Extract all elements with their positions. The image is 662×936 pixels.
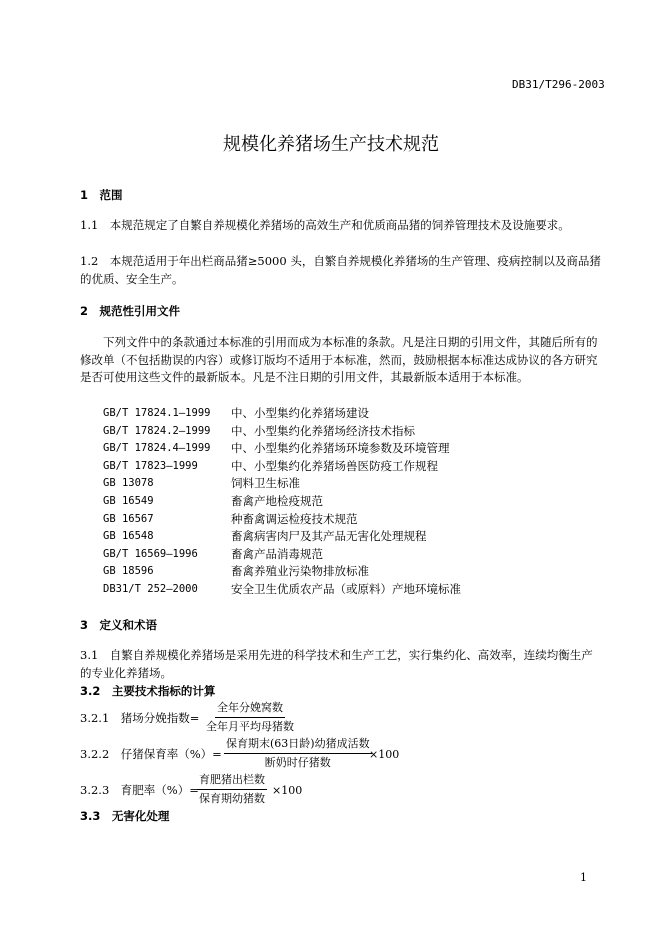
- reference-code: GB 18596: [103, 565, 154, 578]
- reference-code: DB31/T 252—2000: [103, 582, 198, 595]
- reference-code: GB 13078: [103, 477, 154, 490]
- formula-3-multiplier: ×100: [272, 784, 303, 797]
- reference-item: [103, 475, 461, 493]
- formula-3-denominator: 保育期幼猪数: [199, 792, 265, 805]
- reference-code: GB/T 17824.4—1999: [103, 442, 211, 455]
- formula-2-fraction: [224, 737, 372, 770]
- reference-title: 中、小型集约化养猪场建设: [231, 406, 369, 420]
- reference-title: 安全卫生优质农产品（或原料）产地环境标准: [231, 581, 461, 596]
- reference-title: 中、小型集约化养猪场经济技术指标: [231, 423, 415, 438]
- document-code: DB31/T296-2003: [512, 78, 605, 91]
- formula-2-denominator: 断奶时仔猪数: [264, 756, 331, 769]
- formula-2-numerator: 保育期末(63日龄)幼猪成活数: [224, 737, 372, 754]
- clause-3-3-heading: 3.3 无害化处理: [80, 809, 170, 823]
- document-title: 规模化养猪场生产技术规范: [223, 134, 439, 155]
- reference-title: 中、小型集约化养猪场兽医防疫工作规程: [231, 458, 438, 473]
- formula-1-fraction: [206, 701, 294, 734]
- reference-title: 畜禽产地检疫规范: [231, 493, 323, 508]
- page-number: 1: [580, 871, 587, 884]
- clause-1-1: 1.1 本规范规定了自繁自养规模化养猪场的高效生产和优质商品猪的饲养管理技术及设施要求。: [80, 218, 570, 232]
- reference-title: 饲料卫生标准: [231, 476, 300, 491]
- reference-item: [103, 581, 461, 599]
- reference-item: [103, 528, 461, 546]
- section-1-heading: 1 范围: [80, 188, 123, 202]
- formula-3-fraction: [197, 773, 267, 806]
- reference-title: 种畜禽调运检疫技术规范: [231, 511, 358, 526]
- clause-1-2: 1.2 本规范适用于年出栏商品猪≥5000 头，自繁自养规模化养猪场的生产管理、疫病控制以及商品猪的优质、安全生产。: [80, 254, 601, 286]
- clause-3-2-heading: 3.2 主要技术指标的计算: [80, 684, 216, 698]
- section-2-heading: 2 规范性引用文件: [80, 304, 181, 318]
- reference-code: GB 16548: [103, 530, 154, 543]
- reference-title: 畜禽养殖业污染物排放标准: [231, 564, 369, 579]
- reference-item: [103, 563, 461, 581]
- formula-3-numerator: 育肥猪出栏数: [197, 773, 267, 790]
- reference-list: [103, 405, 461, 599]
- reference-item: [103, 405, 461, 423]
- formula-2-multiplier: ×100: [369, 748, 400, 761]
- reference-item: [103, 440, 461, 458]
- reference-code: GB/T 17823—1999: [103, 459, 198, 472]
- reference-title: 畜禽产品消毒规范: [231, 546, 323, 561]
- reference-code: GB 16549: [103, 494, 154, 507]
- formula-2-label: 3.2.2 仔猪保育率（%）=: [80, 747, 222, 761]
- reference-item: [103, 493, 461, 511]
- reference-item: [103, 511, 461, 529]
- reference-item: [103, 423, 461, 441]
- reference-title: 畜禽病害肉尸及其产品无害化处理规程: [231, 529, 427, 544]
- reference-item: [103, 458, 461, 476]
- clause-3-1: 3.1 自繁自养规模化养猪场是采用先进的科学技术和生产工艺，实行集约化、高效率，连续均衡生产的专业化养猪场。: [80, 648, 593, 680]
- formula-1-denominator: 全年月平均母猪数: [206, 720, 294, 733]
- reference-title: 中、小型集约化养猪场环境参数及环境管理: [231, 441, 450, 456]
- section-3-heading: 3 定义和术语: [80, 618, 158, 632]
- formula-3-label: 3.2.3 育肥率（%）=: [80, 783, 199, 797]
- reference-code: GB 16567: [103, 512, 154, 525]
- reference-code: GB/T 16569—1996: [103, 547, 198, 560]
- reference-item: [103, 546, 461, 564]
- formula-1-label: 3.2.1 猪场分娩指数=: [80, 711, 200, 725]
- section-2-intro: 下列文件中的条款通过本标准的引用而成为本标准的条款。凡是注日期的引用文件，其随后所有的修改单（不包括勘误的内容）或修订版均不适用于本标准，然而，鼓励根据本标准达成协议的各方研究是否可使用这些文件的最新版本。凡是不注日期的引用文件，其最新版本适用于本标准。: [80, 335, 598, 385]
- reference-code: GB/T 17824.1—1999: [103, 407, 211, 419]
- formula-1-numerator: 全年分娩窝数: [215, 701, 285, 718]
- reference-code: GB/T 17824.2—1999: [103, 424, 211, 437]
